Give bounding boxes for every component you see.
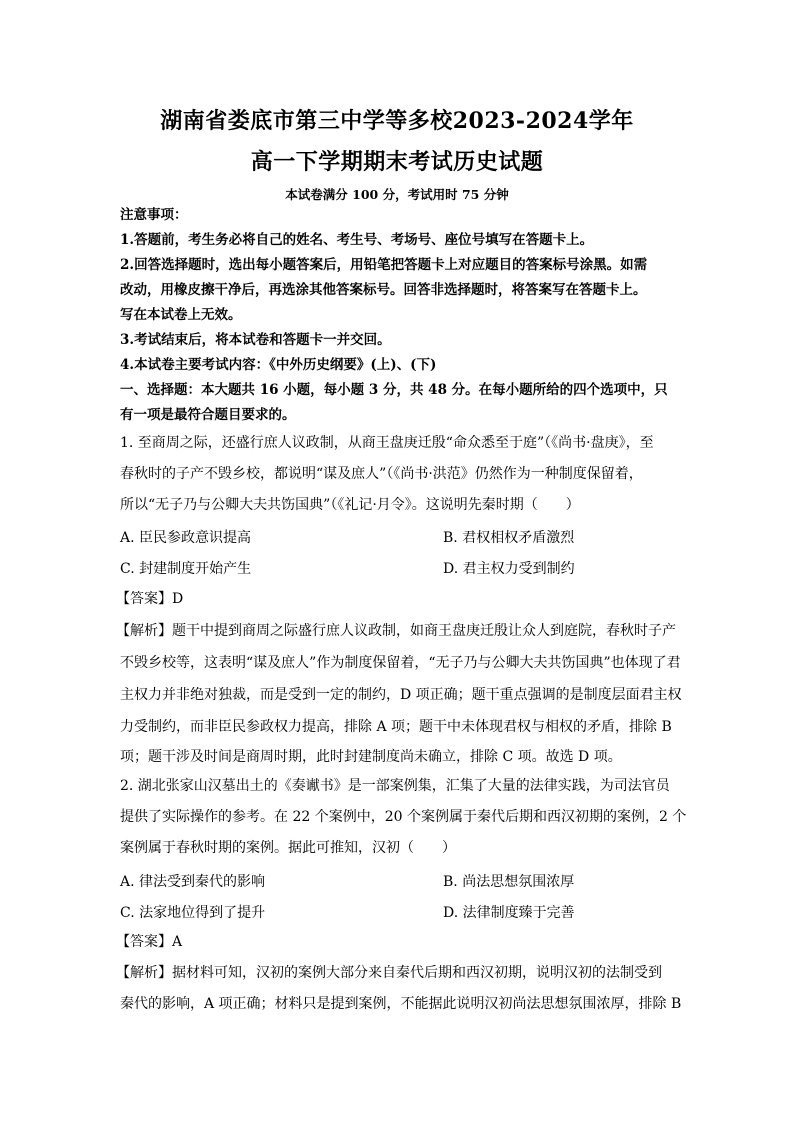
notice-item-2-line1: 2.回答选择题时，选出每小题答案后，用铅笔把答题卡上对应题目的答案标号涂黑。如需	[120, 257, 648, 273]
section-heading-line1: 一、选择题：本大题共 16 小题，每小题 3 分，共 48 分。在每小题所给的四个选项中，只	[120, 382, 668, 398]
exam-title-line2: 高一下学期期末考试历史试题	[250, 149, 544, 175]
q1-analysis-line4: 力受制约，而非臣民参政权力提高，排除 A 项；题干中未体现君权与相权的矛盾，排除 B	[120, 719, 672, 735]
q1-analysis-line2: 不毁乡校等，这表明“谋及庶人”作为制度保留着，“无子乃与公卿大夫共饬国典”也体现了君	[120, 655, 681, 671]
q2-option-d: D. 法律制度臻于完善	[443, 905, 575, 921]
q2-stem-line1: 2. 湖北张家山汉墓出土的《奏谳书》是一部案例集，汇集了大量的法律实践，为司法官员	[120, 778, 670, 794]
q2-option-a: A. 律法受到秦代的影响	[120, 874, 266, 890]
q2-analysis-line1: 【解析】据材料可知，汉初的案例大部分来自秦代后期和西汉初期，说明汉初的法制受到	[116, 965, 662, 981]
exam-subtitle: 本试卷满分 100 分，考试用时 75 分钟	[285, 187, 509, 202]
q2-analysis-line2: 秦代的影响，A 项正确；材料只是提到案例，不能据此说明汉初尚法思想氛围浓厚，排除 B	[120, 996, 682, 1012]
q2-option-c: C. 法家地位得到了提升	[120, 905, 266, 921]
q1-analysis-line5: 项；题干涉及时间是商周时期，此时封建制度尚未确立，排除 C 项。故选 D 项。	[120, 749, 622, 765]
q1-stem-line1: 1. 至商周之际，还盛行庶人议政制，从商王盘庚迁殷“命众悉至于庭”（《尚书·盘庚》，至	[120, 435, 654, 451]
q2-stem-line3: 案例属于春秋时期的案例。据此可推知，汉初（ ）	[120, 840, 456, 856]
notice-item-3: 3.考试结束后，将本试卷和答题卡一并交回。	[120, 332, 391, 348]
notice-item-2-line3: 写在本试卷上无效。	[120, 307, 242, 323]
q1-analysis-line1: 【解析】题干中提到商周之际盛行庶人议政制，如商王盘庚迁殷让众人到庭院，春秋时子产	[116, 623, 676, 639]
q1-option-d: D. 君主权力受到制约	[443, 561, 575, 577]
q2-option-b: B. 尚法思想氛围浓厚	[443, 874, 575, 890]
q1-answer: 【答案】D	[116, 591, 184, 607]
exam-title-line1: 湖南省娄底市第三中学等多校2023-2024学年	[160, 108, 634, 134]
notice-item-4: 4.本试卷主要考试内容：《中外历史纲要》(上)、(下)	[120, 357, 437, 373]
q1-option-a: A. 臣民参政意识提高	[120, 530, 252, 546]
notice-item-2-line2: 改动，用橡皮擦干净后，再选涂其他答案标号。回答非选择题时，将答案写在答题卡上。	[120, 282, 647, 298]
section-heading-line2: 有一项是最符合题目要求的。	[120, 407, 296, 423]
q1-stem-line2: 春秋时的子产不毁乡校，都说明“谋及庶人”（《尚书·洪范》仍然作为一种制度保留着，	[120, 466, 643, 482]
q1-option-c: C. 封建制度开始产生	[120, 561, 252, 577]
q2-answer: 【答案】A	[116, 934, 183, 950]
q1-stem-line3: 所以“无子乃与公卿大夫共饬国典”（《礼记·月令》。这说明先秦时期（ ）	[120, 497, 580, 513]
notice-item-1: 1.答题前，考生务必将自己的姓名、考生号、考场号、座位号填写在答题卡上。	[120, 232, 594, 248]
notice-heading: 注意事项：	[120, 207, 188, 223]
q1-option-b: B. 君权相权矛盾激烈	[443, 530, 575, 546]
q1-analysis-line3: 主权力并非绝对独裁，而是受到一定的制约，D 项正确；题干重点强调的是制度层面君主权	[120, 687, 682, 703]
q2-stem-line2: 提供了实际操作的参考。在 22 个案例中，20 个案例属于秦代后期和西汉初期的案例，2 个	[120, 809, 687, 825]
